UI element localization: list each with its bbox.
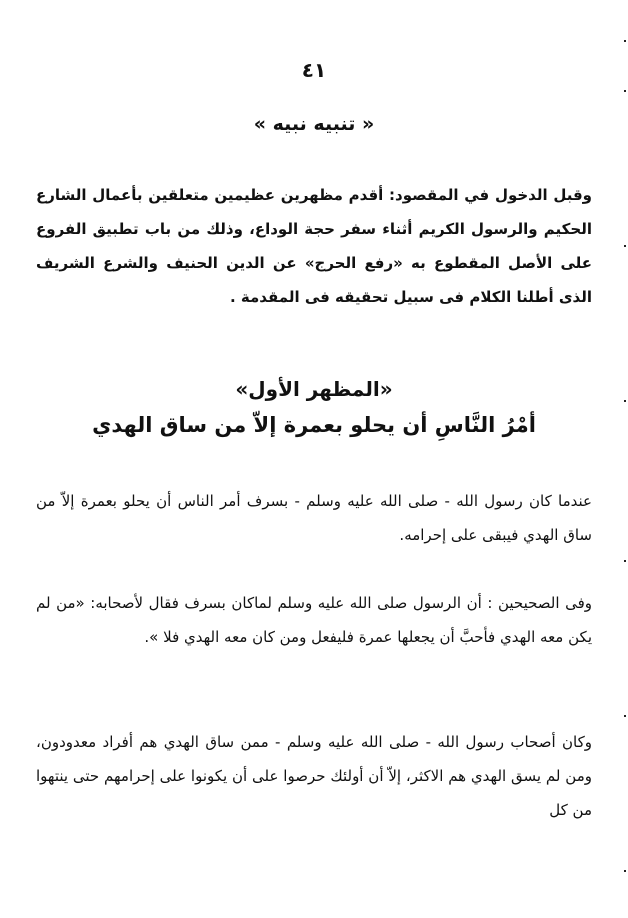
page-number: ٤١ — [301, 58, 327, 82]
edge-mark — [624, 560, 626, 562]
edge-mark — [624, 245, 626, 247]
body-paragraph: وفى الصحيحين : أن الرسول صلى الله عليه وسلم لماكان بسرف فقال لأصحابه: «من لم يكن معه الهدي فأحبَّ أن يجعلها عمرة فليفعل ومن كان معه الهدي فلا ». — [36, 594, 592, 646]
edge-mark — [624, 715, 626, 717]
section-heading-tanbih: « تنبيه نبيه » — [253, 113, 375, 135]
edge-mark — [624, 870, 626, 872]
body-paragraph: وكان أصحاب رسول الله - صلى الله عليه وسلم - ممن ساق الهدي هم أفراد معدودون، ومن لم يسق الهدي هم الاكثر، إلاّ أن أولئك حرصوا على أن يكونوا على إحرامهم حتى ينتهوا من كل — [36, 733, 592, 819]
section-heading-first-aspect: «المظهر الأول» — [235, 377, 393, 401]
body-paragraph: عندما كان رسول الله - صلى الله عليه وسلم - بسرف أمر الناس أن يحلو بعمرة إلاّ من ساق الهدي فيبقى على إحرامه. — [36, 492, 592, 544]
edge-mark — [624, 40, 626, 42]
section-subheading: أمْرُ النَّاسِ أن يحلو بعمرة إلاّ من ساق الهدي — [92, 413, 536, 437]
intro-paragraph: وقبل الدخول في المقصود: أقدم مظهرين عظيمين متعلقين بأعمال الشارع الحكيم والرسول الكريم أثناء سفر حجة الوداع، وذلك من باب تطبيق الفروع على الأصل المقطوع به «رفع الحرج» عن الدين الحنيف والشرع الشريف الذى أطلنا الكلام فى سبيل تحقيقه فى المقدمة . — [36, 186, 592, 306]
edge-mark — [624, 90, 626, 92]
